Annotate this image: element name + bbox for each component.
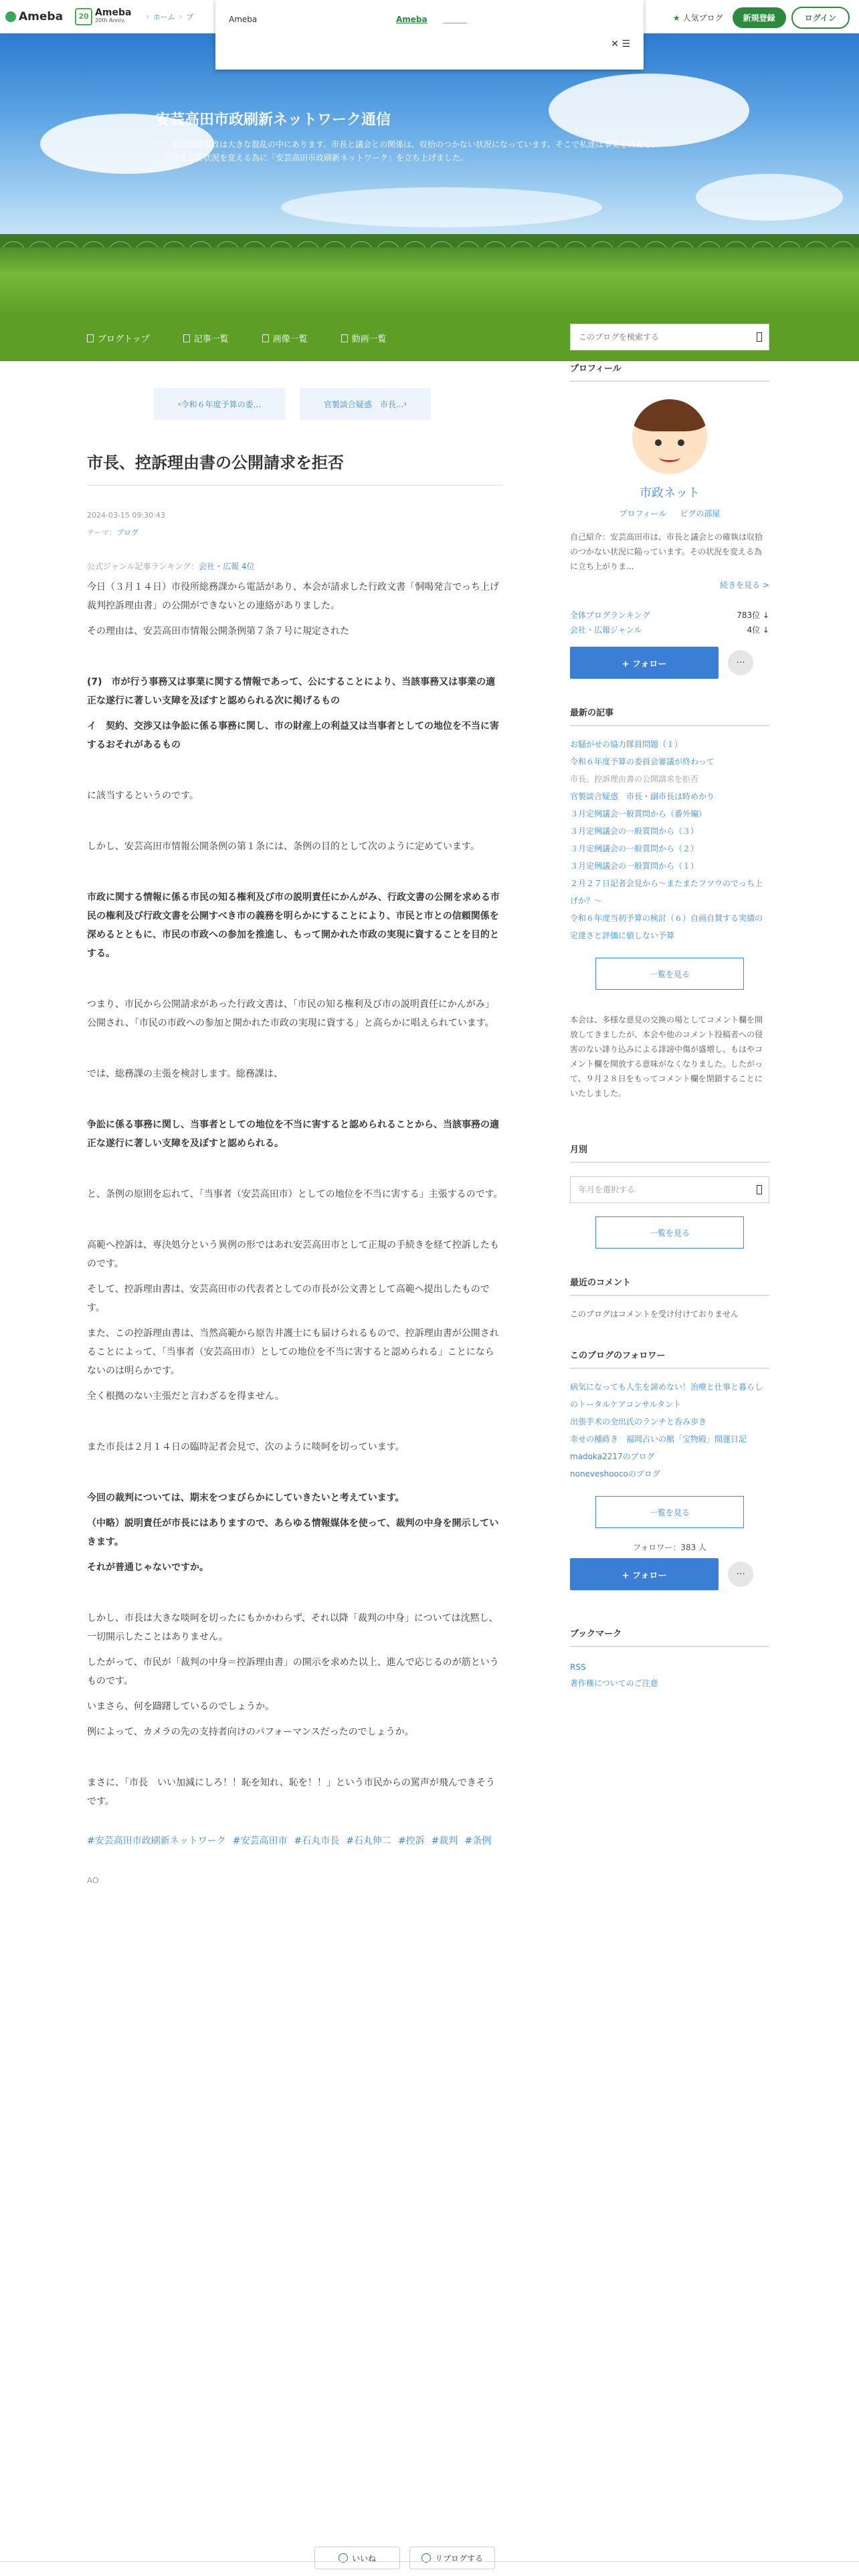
latest-heading: 最新の記事 [570,706,769,726]
nav-label: 記事一覧 [193,334,229,344]
popular-blog-link[interactable] [673,12,723,23]
latest-entry-link[interactable]: ３月定例議会一般質問から（番外編） [570,809,707,819]
chevron-right-icon: › [403,399,407,409]
breadcrumb [142,11,193,22]
profile-heading: プロフィール [570,361,769,382]
article-paragraph [87,1160,503,1178]
genre-ranking-value: 4位 ↓ [747,625,769,635]
article-paragraph: いまさら、何を躊躇しているのでしょうか。 [87,1701,274,1712]
ad-overlay[interactable] [215,0,644,70]
overall-ranking-value: 783位 ↓ [737,611,769,620]
anniversary-title: Ameba [95,7,132,18]
article-paragraph: まさに、「市長 いい加減にしろ！！恥を知れ、恥を！！」という市民からの罵声が飛んできそうです。 [87,1778,495,1807]
prev-entry-link[interactable] [154,388,285,420]
article-meta [87,507,255,574]
ad-close-icon[interactable]: ✕ ☰ [611,39,630,49]
article-paragraph: （中略）説明責任が市長にはありますので、あらゆる情報媒体を使って、裁判の中身を開示していきます。 [87,1518,499,1547]
signup-button[interactable]: 新規登録 [733,7,786,28]
hashtag-link[interactable]: #安芸高田市政刷新ネットワーク [87,1836,226,1846]
article-paragraph [87,1039,503,1058]
nav-blog-top[interactable] [87,332,150,344]
comments-heading: 最近のコメント [570,1275,769,1296]
frog-icon [5,11,16,22]
reblog-label: リブログする [434,2553,483,2563]
blog-search [570,324,769,350]
article-paragraph: また市長は２月１４日の臨時記者会見で、次のように啖呵を切っています。 [87,1442,405,1453]
latest-entry-link[interactable]: ３月定例議会の一般質問から（３） [570,827,699,836]
genre-ranking-link[interactable]: 会社・広報ジャンル [570,625,642,635]
hashtag-link[interactable]: #石丸伸二 [346,1836,391,1846]
anniversary-logo[interactable] [75,8,131,25]
blog-description: 今、安芸高田市政は大きな混乱の中にあります。市長と議会との関係は、収拾のつかない状況になっています。そこで私達は事実を共有し、この混乱した状況を変える為に「安芸高田市政刷新ネットワーク」を立ち上げました。 [155,140,660,163]
hashtag-link[interactable]: #控訴 [397,1836,425,1846]
article-paragraph: その理由は、安芸高田市情報公開条例第７条７号に規定された [87,626,349,637]
article-paragraph [87,970,503,988]
article-paragraph: (7) 市が行う事務又は事業に関する情報であって、公にすることにより、当該事務又は事業の適正な遂行に著しい支障を及ぼすと認められる次に掲げるもの [87,677,496,706]
month-select[interactable] [570,1176,769,1203]
avatar[interactable] [632,399,707,474]
article-paragraph: に該当するというのです。 [87,790,199,801]
latest-entry-link[interactable]: ３月定例議会の一般質問から（２） [570,844,699,853]
grass-field [0,247,859,314]
nav-entry-list[interactable] [183,332,229,344]
article-paragraph [87,647,503,666]
sidebar [570,361,769,1691]
followers-list [570,1378,769,1483]
article-paragraph: 争訟に係る事務に関し、当事者としての地位を不当に害すると認められることから、当該事務の適正な遂行に著しい支障を及ぼすと認められる。 [87,1119,499,1149]
article-body [87,578,503,1890]
article-paragraph [87,1210,503,1229]
logo-text: Ameba [19,9,64,23]
copyright-link[interactable]: 著作権についてのご注意 [570,1679,658,1688]
follower-blog-link[interactable]: 幸せの種蒔き 福岡占いの館「宝物殿」開運日記 [570,1434,747,1444]
ao-label: AO [87,1876,99,1885]
article-paragraph: では、総務課の主張を検討します。総務課は、 [87,1069,283,1079]
article-paragraph: そして、控訴理由書は、安芸高田市の代表者としての市長が公文書として高範へ提出したものです。 [87,1284,490,1313]
article-paragraph: それが普通じゃないですか。 [87,1562,209,1573]
search-icon[interactable] [757,332,762,342]
pigg-link[interactable]: ピグの部屋 [680,509,721,518]
latest-entry-link[interactable]: ３月定例議会の一般質問から（１） [570,861,699,871]
article-paragraph: 今回の裁判については、期末をつまびらかにしていきたいと考えています。 [87,1493,405,1503]
article-paragraph: また、この控訴理由書は、当然高範から原告井護士にも届けられるもので、控訴理由書が公開されることによって、「当事者（安芸高田市）としての地位を不当に害すると認められる」ことにならないのは明らかです。 [87,1328,499,1376]
ad-left-label: Ameba [229,15,258,24]
like-label: いいね [351,2553,376,2563]
chevron-down-icon [757,1185,762,1194]
article-paragraph: しかし、安芸高田市情報公開条例の第１条には、条例の目的として次のように定めています。 [87,841,480,852]
hashtag-link[interactable]: #石丸市長 [294,1836,340,1846]
profile-name[interactable]: 市政ネット [640,486,700,500]
profile-link[interactable]: プロフィール [619,509,667,518]
follow-button-2[interactable]: + フォロー [570,1558,719,1590]
rss-link[interactable]: RSS [570,1662,586,1672]
article-paragraph [87,1748,503,1767]
more-options-icon[interactable]: ··· [728,650,753,675]
hashtag-link[interactable]: #安芸高田市 [232,1836,288,1846]
read-more-link[interactable]: 続きを見る > [720,580,769,590]
profile-intro: 自己紹介：安芸高田市は、市長と議会との確執は収拾のつかない状況に陥っています。その状況を変える為に立ち上がりま... [570,532,763,571]
cloud-shape [281,187,602,227]
article-paragraph: 例によって、カメラの先の支持者向けのパフォーマンスだったのでしょうか。 [87,1727,414,1737]
follow-button[interactable]: + フォロー [570,647,719,679]
follower-blog-link[interactable]: madoka2217のブログ [570,1452,655,1461]
avatar-eye [655,439,662,446]
chevron-right-icon: › [146,12,149,21]
list-icon [183,334,190,342]
followers-heading: このブログのフォロワー [570,1348,769,1369]
latest-entry-link[interactable]: ２月２７日記者会見から～またまたフツウのでっち上げか？～ [570,879,763,905]
latest-entry-link[interactable]: 令和６年度予算の委員会審議が終わって [570,757,714,766]
nav-label: 動画一覧 [351,334,387,344]
comment-notice: 本会は、多様な意見の交換の場としてコメント欄を開放してきましたが、本会や他のコメント投稿者への侵害のない誹り込みによる誹謗中傷が盛増し、もはやコメント欄を開放する意味がなくなりました。したがって、９月２８日をもってコメント欄を閉鎖することにいたしました。 [570,1015,763,1098]
popular-blog-label: 人気ブログ [682,13,723,23]
hashtag-link[interactable]: #裁判 [431,1836,458,1846]
article-paragraph [87,863,503,881]
more-options-icon[interactable]: ··· [728,1562,753,1587]
article-paragraph [87,1463,503,1482]
chevron-left-icon: ‹ [177,399,181,409]
article-paragraph: したがって、市民が「裁判の中身＝控訴理由書」の開示を求めた以上、進んで応じるのが筋というものです。 [87,1657,499,1687]
article-paragraph: 今日（３月１４日）市役所総務課から電話があり、本会が請求した行政文書「恫喝発言でっち上げ裁判控訴理由書」の公開ができないとの連絡がありました。 [87,582,499,611]
bottom-divider [0,2561,859,2576]
avatar-eye [678,439,684,446]
entry-pager [154,388,446,420]
article-paragraph: 市政に関する情報に係る市民の知る権利及び市の説明責任にかんがみ、行政文書の公開を求める市民の権利及び行政文書を公開すべき市の義務を明らかにすることにより、市民と市との信頼関係を深めるとともに、市民の市政への参加を推進し、もって開かれた市政の実現に資することを目的とする。 [87,892,500,959]
star-icon: ★ [672,13,680,23]
latest-list-button[interactable]: 一覧を見る [595,958,744,990]
breadcrumb-next[interactable]: ブ [186,12,194,21]
monthly-heading: 月別 [570,1142,769,1163]
article-paragraph [87,812,503,831]
hashtag-link[interactable]: #条例 [464,1836,492,1846]
article-paragraph: しかし、市長は大きな啖呵を切ったにもかかわらず、それ以降「裁判の中身」については沈黙し、一切開示したことはありません。 [87,1613,498,1642]
article-paragraph: 高範へ控訴は、専決処分という異例の形ではあれ安芸高田市として正規の手続きを経て控訴したものです。 [87,1240,499,1269]
breadcrumb-home[interactable]: ホーム [153,12,175,21]
month-select-placeholder: 年月を選択する [579,1185,636,1194]
follower-blog-link[interactable]: noneveshoocoのブログ [570,1469,660,1479]
blog-search-input[interactable] [571,324,738,350]
anniversary-sub: 20th Anniv. [95,17,126,23]
image-icon [262,334,269,342]
latest-entry-link[interactable]: 市長、控訴理由書の公開請求を拒否 [570,774,699,784]
article-paragraph [87,1584,503,1602]
followers-list-button[interactable]: 一覧を見る [595,1496,744,1528]
comments-text: このブログはコメントを受け付けておりません [570,1309,739,1319]
bookmark-heading: ブックマーク [570,1626,769,1647]
theme-link[interactable]: ブログ [116,528,138,537]
article-paragraph: と、条例の原則を忘れて、「当事者（安芸高田市）としての地位を不当に害する」主張するのです。 [87,1189,503,1200]
cloud-shape [696,174,843,221]
follower-count: フォロワー：383 人 [632,1543,707,1552]
article-paragraph [87,761,503,780]
nav-video-list[interactable] [341,332,387,344]
blog-title[interactable]: 安芸高田市政刷新ネットワーク通信 [155,112,391,128]
ameba-logo[interactable] [5,10,63,23]
cloud-shape [549,74,749,147]
latest-entry-link[interactable]: お騒がせの協力隊員問題（１） [570,740,683,749]
home-icon [87,334,94,342]
nav-image-list[interactable] [262,332,308,344]
article-paragraph: 全く根拠のない主張だと言わざるを得ません。 [87,1391,284,1402]
monthly-list-button[interactable]: 一覧を見る [595,1216,744,1249]
anniversary-badge-icon: 20 [75,8,92,25]
theme-label: テーマ： [87,528,116,537]
ranking-label: 公式ジャンル記事ランキング： [87,562,199,571]
article-paragraph [87,1412,503,1431]
article-title: 市長、控訴理由書の公開請求を拒否 [87,449,503,486]
login-button[interactable]: ログイン [791,7,850,29]
article-paragraph [87,1090,503,1109]
blog-header [0,33,859,314]
chevron-right-icon: › [179,12,183,21]
latest-entry-link[interactable]: 官製談合疑惑 市長・副市長は時めかり [570,792,715,801]
follower-blog-link[interactable]: 出張手术の全出氏のランチと呑み歩き [570,1417,707,1426]
follower-blog-link[interactable]: 病気になっても人生を諦めない！治療と仕事と暮らしのトータルケアコンサルタント [570,1382,763,1409]
article-paragraph: つまり、市民から公開請求があった行政文書は、「市民の知る権利及び市の説明責任にかんがみ」公開され、「市民の市政への参加と開かれた市政の実現に資する」と高らかに唱えられています。 [87,999,494,1029]
nav-label: ブログトップ [98,334,150,344]
next-entry-label: 官製談合疑惑 市長... [323,399,404,409]
article-paragraph: イ 契約、交渉又は争訟に係る事務に関し、市の財産上の利益又は当事者としての地位を不当に害するおそれがあるもの [87,721,499,750]
hashtag-list [87,1831,503,1851]
next-entry-link[interactable] [300,388,431,420]
prev-entry-label: 令和６年度予算の委... [181,399,262,409]
avatar-hair [632,399,707,431]
video-icon [341,334,348,342]
latest-entry-link[interactable]: 令和６年度当初予算の検討（６）自画自賛する実績の定達さと評価に値しない予算 [570,914,763,940]
article-date: 2024-03-15 09:30:43 [87,511,165,520]
ad-right-label[interactable]: Ameba [396,15,427,24]
nav-label: 画像一覧 [272,334,308,344]
ranking-link[interactable]: 会社・広報 4位 [199,562,255,571]
latest-list [570,736,769,944]
avatar-mouth [659,453,680,462]
overall-ranking-link[interactable]: 全体ブログランキング [570,611,650,620]
